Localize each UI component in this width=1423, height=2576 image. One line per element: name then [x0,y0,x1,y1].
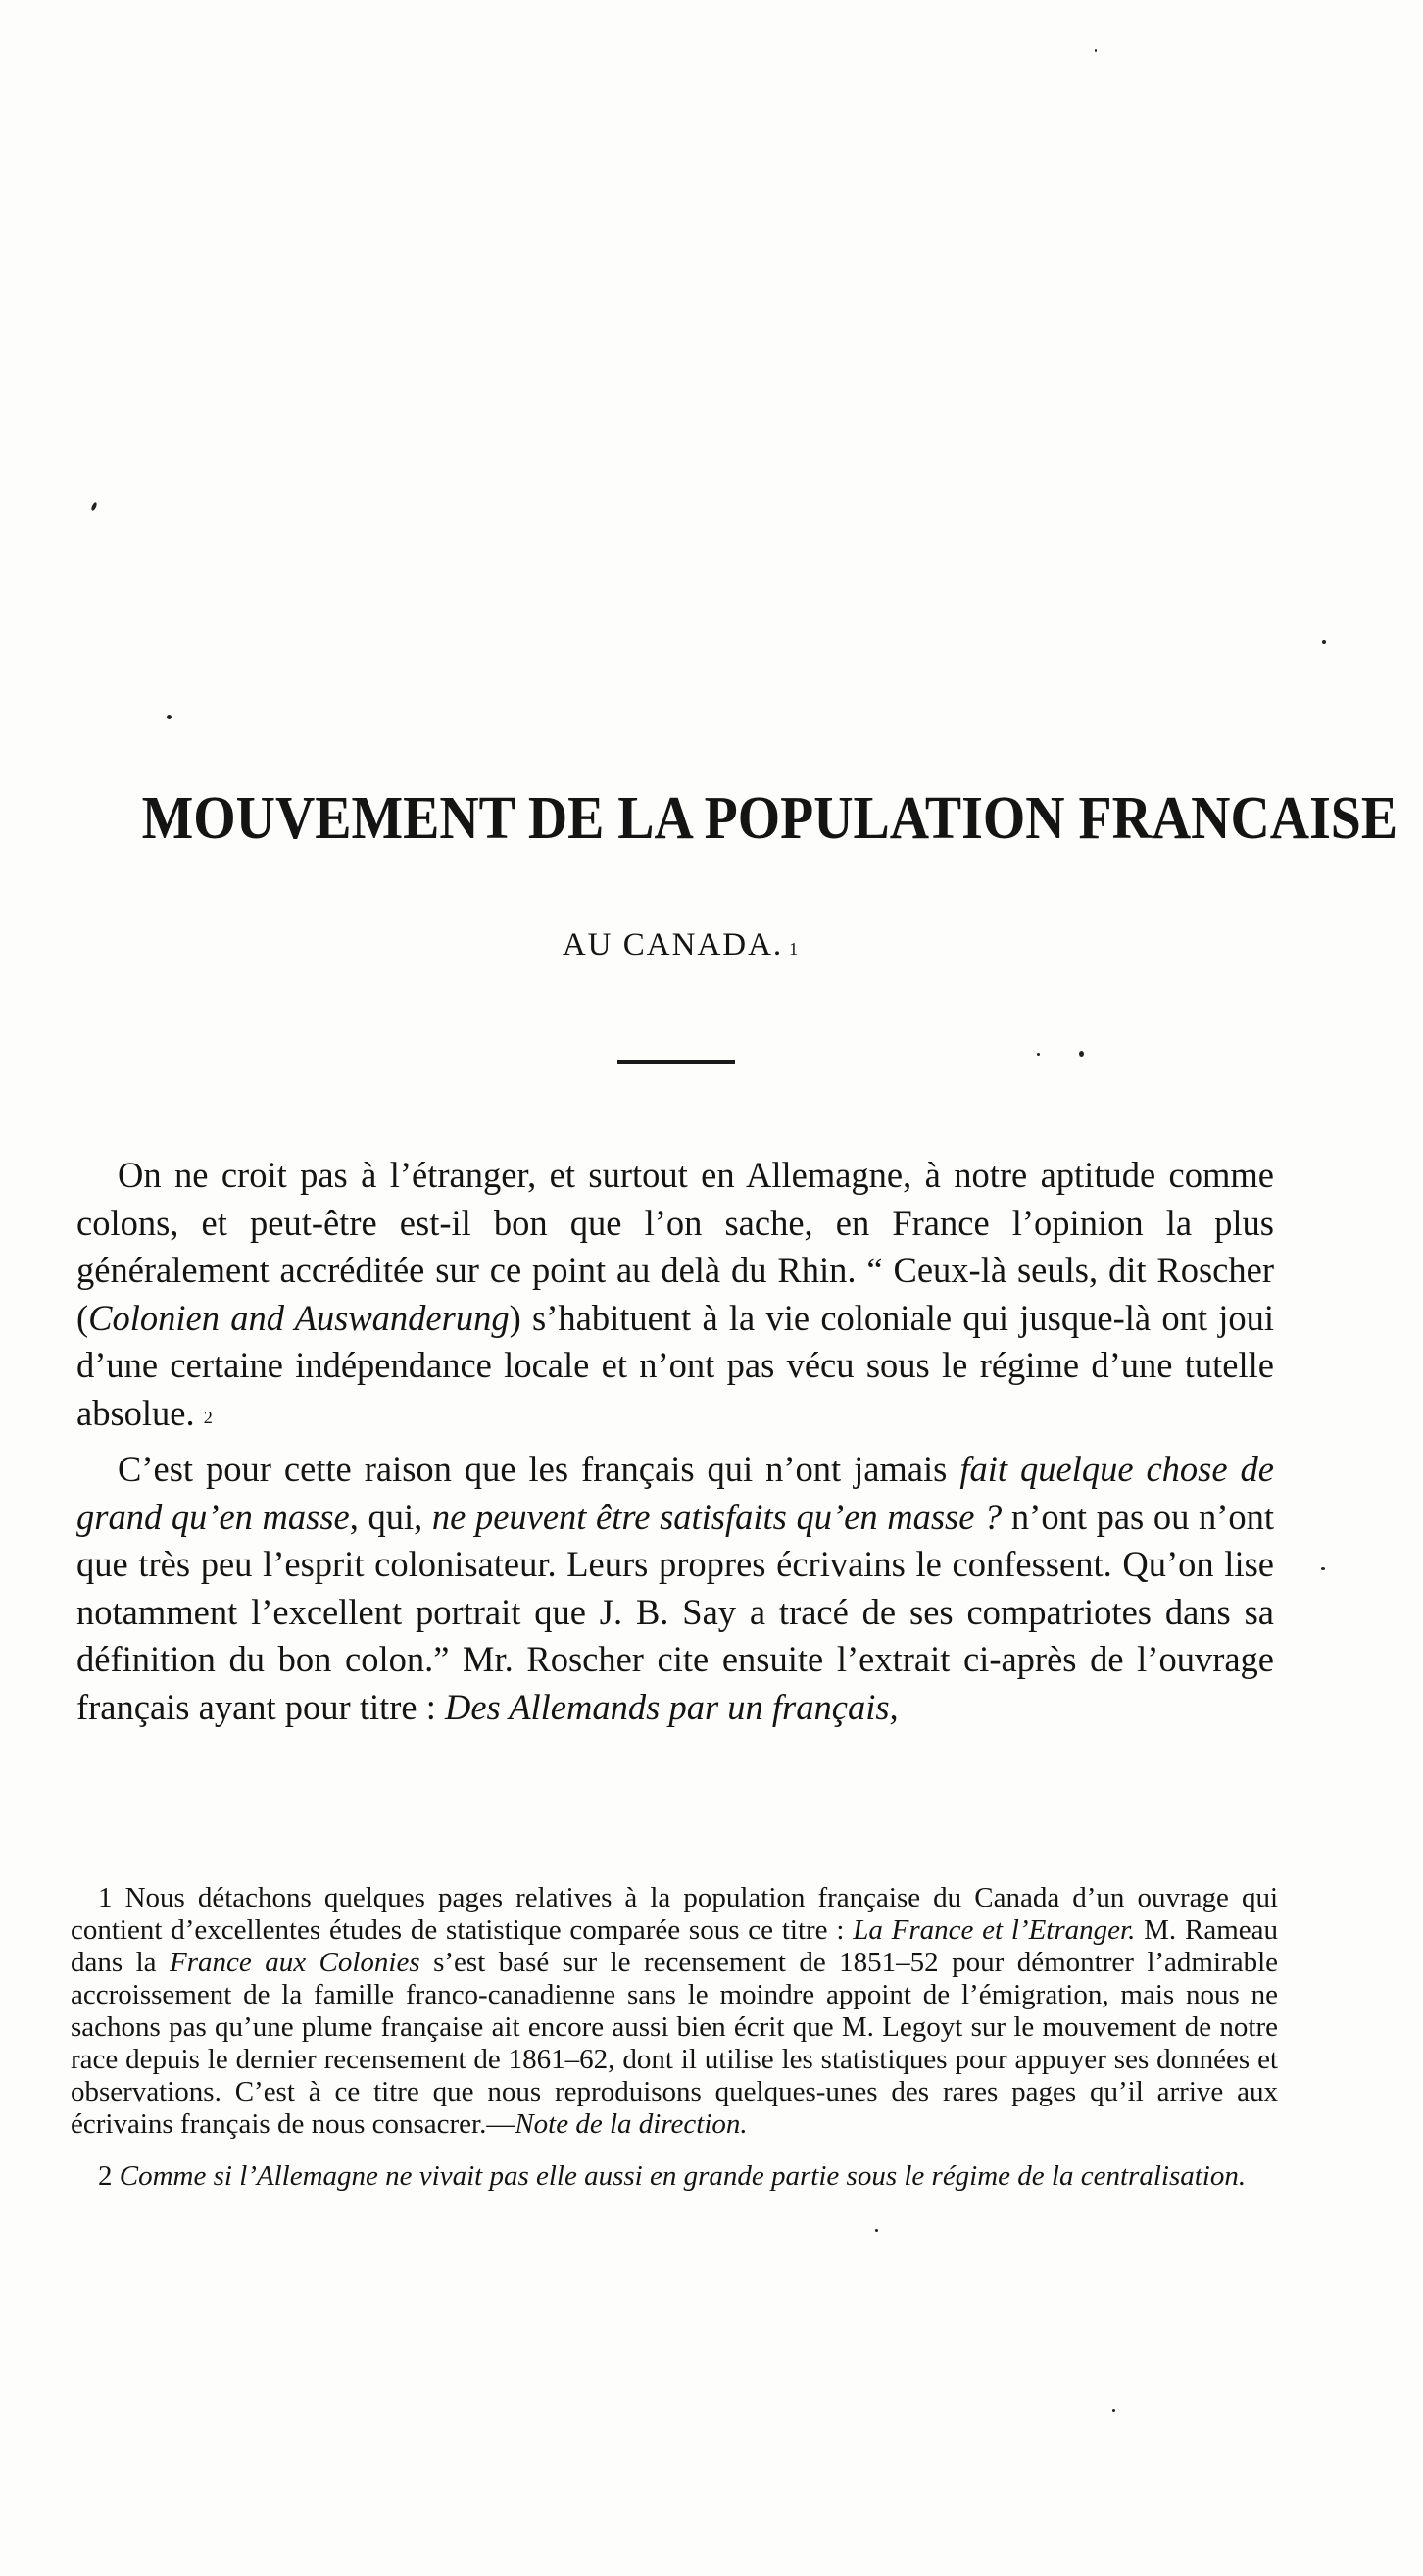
scan-speck [1321,1567,1325,1570]
footnote-1-italic-a: La France et l’Etranger. [853,1914,1136,1946]
scan-speck [1095,49,1097,52]
footnote-1-text-c: s’est basé sur le recensement de 1851–52 pour démontrer l’admirable accroissement de la famille franco-canadienne sans le moindre appoint de l’émigration, mais nous ne sachons pas qu’une plume française ait encore aussi bien écrit que M. Legoyt sur le mouvement de notre race depuis le dernier recensement de 1861–62, dont il utilise les statistiques pour appuyer ses données et observations. C’est à ce titre que nous reproduisons quelques-unes des rares pages qu’il arrive aux écrivains français de nous consacrer.— [71,1947,1278,2140]
paragraph-1-text-a: On ne croit pas à l’étranger, et surtout en Allemagne, à notre aptitude comme colons, et peut-être est-il bon que l’on sache, en France l’opinion la plus généralement accréditée sur ce point au delà du Rhin. “ Ceux-là seuls, dit Roscher ( [76,1155,1274,1338]
paragraph-2-italic-c: Des Allemands par un français, [445,1686,899,1727]
footnote-1-marker: 1 [98,1882,113,1913]
footnote-2-marker: 2 [98,2160,113,2192]
paragraph-1 [76,1152,1274,1437]
scan-speck [1322,640,1326,644]
footnote-ref-2: 2 [203,1407,213,1427]
scan-speck [1079,1051,1084,1057]
scan-speck [1112,2409,1115,2412]
page-title: MOUVEMENT DE LA POPULATION FRANCAISE [141,785,1398,852]
footnote-1-italic-b: France aux Colonies [170,1947,420,1978]
footnote-1-italic-c: Note de la direction. [515,2108,748,2140]
paragraph-2-text-c: n’ont pas ou n’ont que très peu l’esprit colonisateur. Leurs propres écrivains le confessent. Qu’on lise notamment l’excellent portrait que J. B. Say a tracé de ses compatriotes dans sa définition du bon colon.” Mr. Roscher cite ensuite l’extrait ci-après de l’ouvrage français ayant pour titre : [76,1496,1274,1727]
footnotes [71,1882,1278,2193]
paragraph-2-italic-a: fait quelque chose de grand qu’en masse [76,1449,1274,1537]
scan-speck [90,502,97,512]
scan-speck [1037,1053,1040,1056]
body-text [76,1152,1274,1731]
footnote-1 [71,1882,1278,2141]
paragraph-2-text-a: C’est pour cette raison que les français qui n’ont jamais [118,1449,960,1489]
footnote-2-text: Comme si l’Allemagne ne vivait pas elle aussi en grande partie sous le régime de la centralisation. [112,2160,1247,2192]
paragraph-2 [76,1446,1274,1731]
paragraph-2-italic-b: ne peuvent être satisfaits qu’en masse ? [431,1496,1003,1537]
footnote-ref-1: 1 [789,939,801,959]
subtitle-text: AU CANADA. [562,927,784,963]
footnote-1-text-a: Nous détachons quelques pages relatives à la population française du Canada d’un ouvrage qui contient d’excellentes études de statistique comparée sous ce titre : [71,1882,1278,1946]
page-subtitle [0,925,1362,965]
section-divider [617,1060,735,1064]
paragraph-1-italic: Colonien and Auswanderung [88,1297,510,1338]
paragraph-2-text-b: , qui, [349,1496,432,1537]
paragraph-1-text-b: ) s’habituent à la vie coloniale qui jusque-là ont joui d’une certaine indépendance locale et n’ont pas vécu sous le régime d’une tutelle absolue. [76,1297,1274,1433]
footnote-1-text-b: M. Rameau dans la [71,1914,1278,1978]
footnote-2 [71,2160,1278,2193]
scan-speck [167,715,172,719]
scan-speck [875,2229,878,2232]
